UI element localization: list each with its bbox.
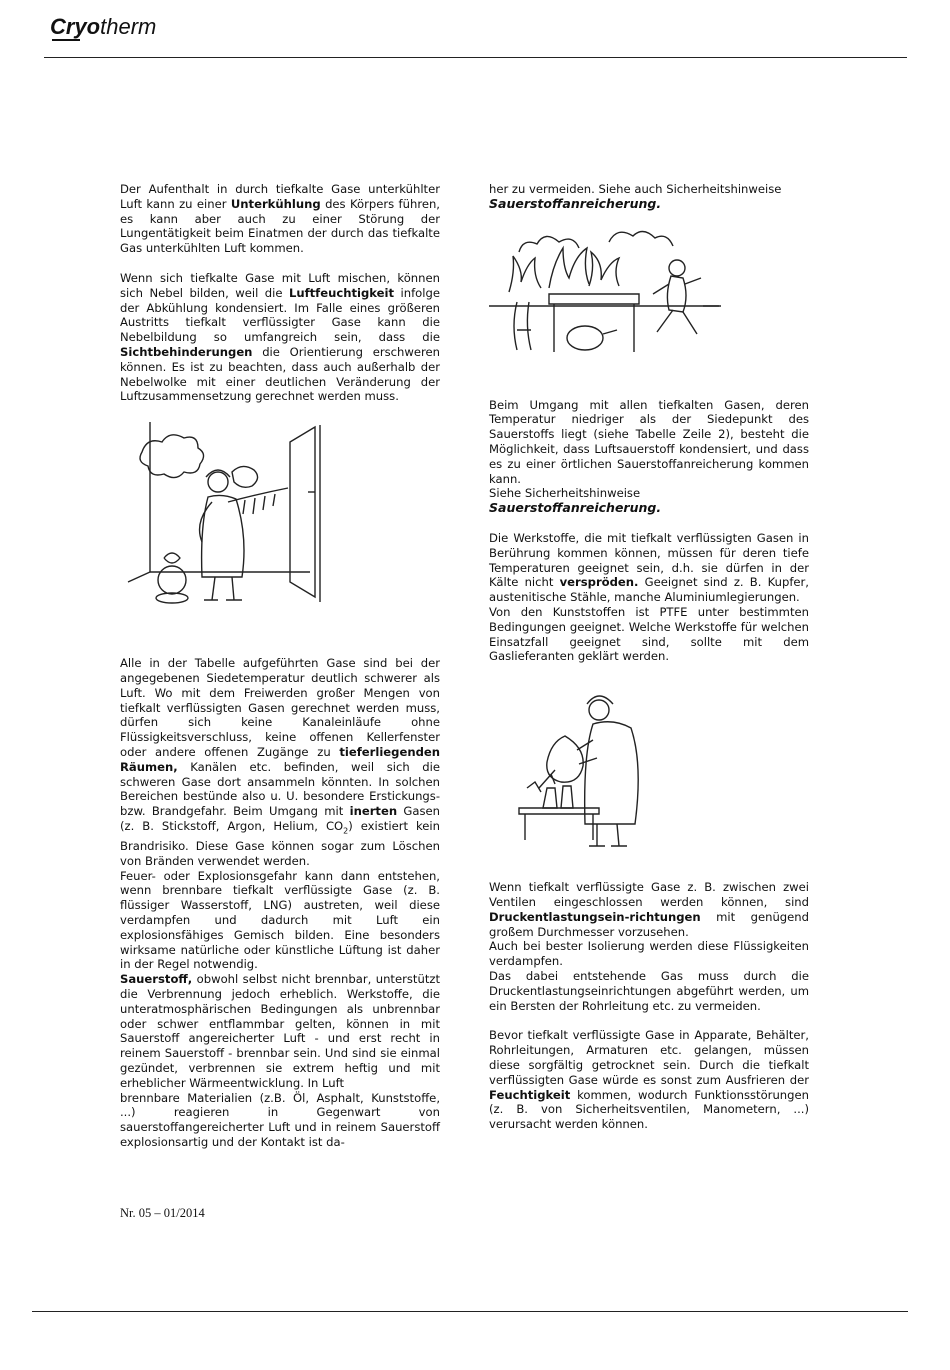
paragraph-drying: Bevor tiefkalt verflüssigte Gase in Apparate, Behälter, Rohrleitungen, Armaturen etc. gelangen, müssen diese sorgfältig getrocknet sein. Durch die tiefkalt verflüssigten Gase würde es sonst zum Ausfrieren der Feuchtigkeit kommen, wodurch Funktionsstörungen (z. B. von Sicherheitsventilen, Manometern, ...) verursacht werden können. xyxy=(489,1028,809,1132)
header-rule xyxy=(44,57,907,58)
paragraph-avoid-contact: her zu vermeiden. Siehe auch Sicherheitshinweise Sauerstoffanreicherung. xyxy=(489,182,782,211)
paragraph-heavy-gases: Alle in der Tabelle aufgeführten Gase sind bei der angegebenen Siedetemperatur deutlich schwerer als Luft. Wo mit dem Freiwerden großer Mengen von tiefkalt verflüssigten Gasen gerechnet werden muss, dürfen sich keine Kanaleinläufe ohne Flüssigkeitsverschluss, keine offenen Kellerfenster oder andere offenen Zugänge zu tieferliegenden Räumen, Kanälen etc. befinden, weil sich die schweren Gase dort ansammeln könnten. In solchen Bereichen bestünde also u. U. besondere Erstickungs- bzw. Brandgefahr. Beim Umgang mit inerten Gasen (z. B. Stickstoff, Argon, Helium, $CO_2$) existiert kein Brandrisiko. Diese Gase können sogar zum Löschen von Bränden verwendet werden. xyxy=(120,656,440,868)
paragraph-evaporation: Auch bei bester Isolierung werden diese Flüssigkeiten verdampfen. xyxy=(489,939,809,969)
paragraph-oxygen-condense: Beim Umgang mit allen tiefkalten Gasen, deren Temperatur niedriger als der Siedepunkt des Sauerstoffs liegt (siehe Tabelle Zeile 2), besteht die Möglichkeit, dass Luftsauerstoff kondensiert, und dass es zu einer örtlichen Sauerstoffanreicherung kommen kann. Siehe Sicherheitshinweise Sauerstoffanreicherung. xyxy=(489,397,809,516)
paragraph-pressure-relief: Wenn tiefkalt verflüssigte Gase z. B. zwischen zwei Ventilen eingeschlossen werden können, sind Druckentlastungsein-richtungen mit genügend großem Durchmesser vorzusehen. xyxy=(489,880,809,939)
paragraph-combustibles: brennbare Materialien (z.B. Öl, Asphalt, Kunststoffe, ...) reagieren in Gegenwart von sauerstoffangereicherter Luft und in reinem Sauerstoff explosionsartig und der Kontakt ist da- xyxy=(120,1090,440,1149)
pouring-dewar-illustration xyxy=(489,678,809,858)
paragraph-materials: Die Werkstoffe, die mit tiefkalt verflüssigten Gasen in Berührung kommen können, müssen für deren tiefe Temperaturen geeignet sein, d.h. sie dürfen in der Kälte nicht verspröden. Geeignet sind z. B. Kupfer, austenitische Stähle, manche Aluminiumlegierungen. xyxy=(489,530,809,605)
paragraph-fire-explosion: Feuer- oder Explosionsgefahr kann dann entstehen, wenn brennbare tiefkalt verflüssigte Gase (z. B. flüssiger Wasserstoff, LNG) austreten, weil diese verdampfen und dadurch mit Luft ein explosionsfähiges Gemisch bilden. Eine besonders wirksame natürliche oder künstliche Lüftung ist daher in der Regel notwendig. xyxy=(120,868,440,972)
fog-room-illustration xyxy=(120,422,440,622)
paragraph-gas-discharge: Das dabei entstehende Gas muss durch die Druckentlastungseinrichtungen abgeführt werden, um ein Bersten der Rohrleitung etc. zu vermeiden. xyxy=(489,968,809,1013)
left-column xyxy=(120,182,440,1150)
page-number: Nr. 05 – 01/2014 xyxy=(120,1206,205,1220)
logo: Cryotherm xyxy=(50,14,157,39)
fire-illustration xyxy=(489,222,809,382)
footer-rule xyxy=(32,1311,908,1312)
paragraph-plastics: Von den Kunststoffen ist PTFE unter bestimmten Bedingungen geeignet. Welche Werkstoffe für welchen Einsatzfall geeignet sind, sollte mit dem Gaslieferanten geklärt werden. xyxy=(489,604,809,664)
paragraph-oxygen: Sauerstoff, obwohl selbst nicht brennbar, unterstützt die Verbrennung jedoch erheblich. Werkstoffe, die unteratmosphärischen Bedingungen als unbrennbar oder schwer entflammbar gelten, können in mit Sauerstoff angereicherter Luft - und erst recht in reinem Sauerstoff - brennbar sein. Und sind sie einmal gezündet, verbrennen sie extrem heftig und mit erheblicher Wärmeentwicklung. In Luft xyxy=(120,972,440,1090)
paragraph-fog: Wenn sich tiefkalte Gase mit Luft mischen, können sich Nebel bilden, weil die Luftfeuchtigkeit infolge der Abkühlung kondensiert. Im Falle eines größeren Austritts tiefkalt verflüssigter Gase kann die Nebelbildung so umfangreich sein, dass die Sichtbehinderungen die Orientierung erschweren können. Es ist zu beachten, dass auch außerhalb der Nebelwolke mit einer deutlichen Veränderung der Luftzusammensetzung gerechnet werden muss. xyxy=(120,270,440,404)
right-column xyxy=(489,182,809,1132)
paragraph-hypothermia: Der Aufenthalt in durch tiefkalte Gase unterkühlter Luft kann zu einer Unterkühlung des Körpers führen, es kann aber auch zu einer Störung der Lungentätigkeit beim Einatmen der durch das tiefkalte Gas unterkühlten Luft kommen. xyxy=(120,182,440,256)
logo-underline xyxy=(52,39,80,41)
